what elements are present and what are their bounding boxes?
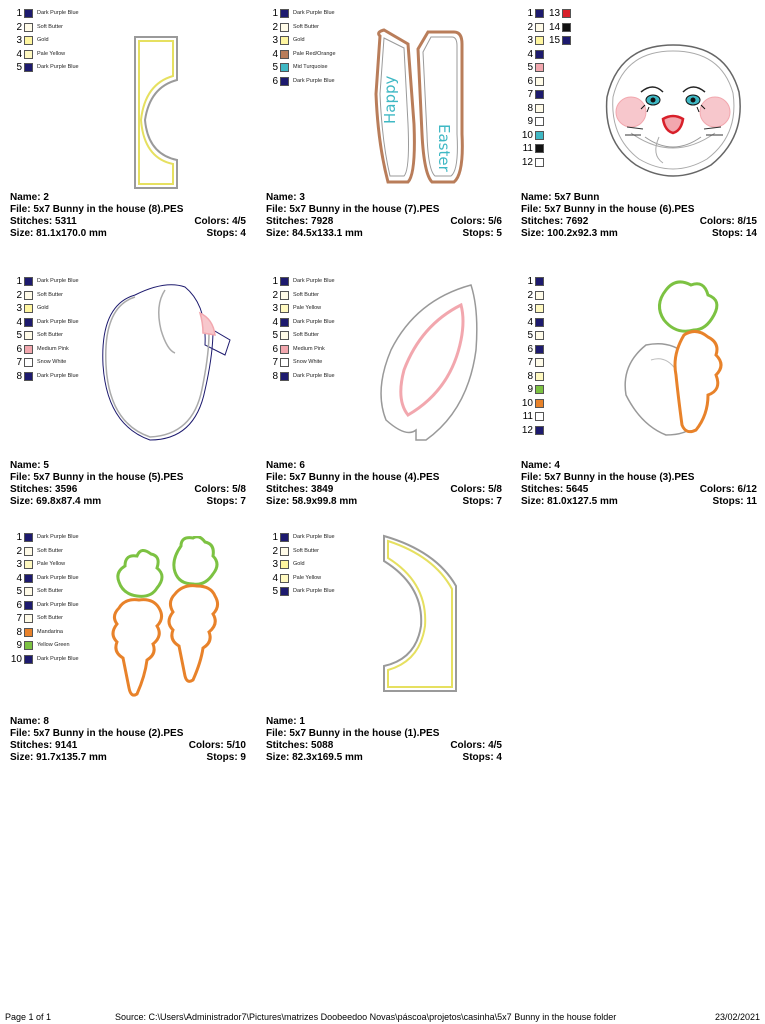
color-swatch — [24, 9, 33, 18]
color-number: 3 — [16, 303, 22, 314]
color-name: Soft Butter — [37, 332, 63, 338]
design-stops: Stops: 4 — [206, 228, 246, 239]
color-name: Dark Purple Blue — [37, 372, 79, 379]
color-swatch — [280, 574, 289, 583]
color-name: Dark Purple Blue — [293, 534, 335, 540]
design-preview — [376, 280, 486, 445]
design-file: File: 5x7 Bunny in the house (4).PES — [266, 472, 440, 483]
design-stops: Stops: 7 — [462, 496, 502, 507]
color-number: 13 — [549, 8, 561, 19]
color-number: 3 — [16, 559, 22, 570]
design-size: Size: 58.9x99.8 mm — [266, 496, 358, 507]
color-name: Dark Purple Blue — [293, 588, 335, 594]
design-card-name-8 — [10, 531, 246, 786]
color-number: 2 — [527, 21, 533, 33]
color-swatch — [535, 104, 544, 113]
design-stitches: Stitches: 9141 — [10, 740, 78, 751]
color-number: 4 — [527, 48, 533, 60]
color-number: 6 — [272, 343, 278, 355]
color-number: 5 — [16, 586, 22, 597]
ear-left-text: Happy — [381, 75, 399, 124]
color-swatch — [280, 63, 289, 72]
color-name: Dark Purple Blue — [293, 372, 335, 379]
design-stops: Stops: 11 — [712, 496, 757, 507]
design-stitches: Stitches: 5088 — [266, 740, 334, 751]
color-swatch — [280, 587, 289, 596]
color-number: 9 — [527, 116, 533, 127]
color-name: Snow White — [37, 359, 67, 365]
color-swatch — [24, 641, 33, 650]
design-name: Name: 1 — [266, 716, 305, 727]
color-number: 5 — [272, 330, 278, 341]
color-name: Dark Purple Blue — [293, 278, 335, 284]
color-number: 9 — [16, 640, 22, 651]
color-swatch — [535, 131, 544, 140]
color-swatch — [280, 547, 289, 556]
color-number: 1 — [16, 8, 22, 19]
color-number: 5 — [16, 330, 22, 341]
design-preview — [95, 275, 235, 445]
design-stitches: Stitches: 3596 — [10, 484, 78, 495]
color-swatch — [24, 614, 33, 623]
design-file: File: 5x7 Bunny in the house (6).PES — [521, 204, 695, 215]
color-number: 7 — [16, 613, 22, 624]
page-footer — [5, 1012, 760, 1024]
color-name: Gold — [293, 561, 305, 567]
color-swatch — [535, 50, 544, 59]
color-swatch — [24, 628, 33, 637]
design-colors-count: Colors: 4/5 — [450, 740, 502, 751]
color-name: Dark Purple Blue — [37, 574, 79, 581]
design-colors-count: Colors: 5/8 — [194, 484, 246, 495]
design-info — [10, 192, 246, 240]
color-number: 10 — [521, 129, 533, 141]
color-name: Soft Butter — [293, 547, 319, 554]
color-swatch — [280, 291, 289, 300]
color-number: 1 — [272, 532, 278, 543]
design-info — [266, 460, 502, 508]
color-swatch — [24, 372, 33, 381]
design-colors-count: Colors: 5/10 — [188, 740, 246, 751]
color-number: 6 — [16, 343, 22, 355]
color-swatch — [24, 291, 33, 300]
color-name: Yellow Green — [37, 642, 70, 648]
color-swatch — [280, 358, 289, 367]
color-number: 1 — [272, 276, 278, 287]
color-name: Dark Purple Blue — [293, 318, 335, 325]
color-number: 4 — [16, 48, 22, 60]
color-name: Dark Purple Blue — [37, 655, 79, 662]
design-size: Size: 81.1x170.0 mm — [10, 228, 107, 239]
color-swatch — [280, 77, 289, 86]
color-swatch — [280, 9, 289, 18]
design-size: Size: 84.5x133.1 mm — [266, 228, 363, 239]
color-swatch — [535, 331, 544, 340]
design-info — [10, 716, 246, 764]
color-swatch — [280, 560, 289, 569]
color-number: 5 — [527, 330, 533, 341]
design-card-name-3 — [266, 7, 502, 262]
color-number: 1 — [527, 8, 533, 19]
color-number: 5 — [16, 62, 22, 73]
color-name: Soft Butter — [37, 547, 63, 554]
color-number: 3 — [272, 559, 278, 570]
color-number: 8 — [16, 370, 22, 382]
color-swatch — [280, 23, 289, 32]
color-name: Soft Butter — [293, 23, 319, 30]
design-file: File: 5x7 Bunny in the house (5).PES — [10, 472, 184, 483]
color-name: Mid Turquoise — [293, 64, 328, 70]
color-swatch — [535, 358, 544, 367]
color-number: 8 — [16, 626, 22, 638]
color-swatch — [280, 345, 289, 354]
color-swatch — [535, 63, 544, 72]
color-name: Pale Yellow — [37, 561, 66, 567]
color-swatch — [24, 318, 33, 327]
color-name: Gold — [37, 37, 49, 43]
color-swatch — [535, 291, 544, 300]
color-number: 2 — [272, 289, 278, 301]
color-name: Pale Red/Orange — [293, 50, 336, 57]
color-number: 14 — [549, 21, 561, 33]
color-swatch — [280, 331, 289, 340]
color-swatch — [280, 533, 289, 542]
design-name: Name: 2 — [10, 192, 49, 203]
color-number: 1 — [16, 276, 22, 287]
design-card-name-5 — [10, 275, 246, 530]
design-stitches: Stitches: 5311 — [10, 216, 77, 227]
color-number: 11 — [522, 411, 533, 422]
color-swatch — [535, 399, 544, 408]
color-number: 6 — [16, 599, 22, 611]
design-stops: Stops: 14 — [711, 228, 757, 239]
color-swatch — [535, 372, 544, 381]
color-number: 3 — [272, 303, 278, 314]
color-swatch — [535, 77, 544, 86]
color-number: 5 — [527, 62, 533, 73]
color-swatch — [535, 385, 544, 394]
color-swatch — [24, 560, 33, 569]
color-number: 8 — [527, 102, 533, 114]
color-swatch — [535, 318, 544, 327]
design-name: Name: 5 — [10, 460, 49, 471]
design-preview — [616, 275, 736, 440]
design-name: Name: 8 — [10, 716, 49, 727]
design-stops: Stops: 9 — [206, 752, 246, 763]
design-file: File: 5x7 Bunny in the house (3).PES — [521, 472, 695, 483]
color-swatch — [24, 587, 33, 596]
color-number: 4 — [16, 316, 22, 328]
color-name: Pale Yellow — [293, 574, 322, 581]
design-info — [266, 716, 502, 764]
color-number: 4 — [272, 572, 278, 584]
color-swatch — [280, 36, 289, 45]
color-swatch — [280, 277, 289, 286]
color-swatch — [24, 574, 33, 583]
color-number: 4 — [272, 48, 278, 60]
color-swatch — [535, 304, 544, 313]
design-colors-count: Colors: 5/6 — [450, 216, 502, 227]
design-stitches: Stitches: 7692 — [521, 216, 589, 227]
design-colors-count: Colors: 4/5 — [194, 216, 246, 227]
color-swatch — [535, 144, 544, 153]
color-number: 2 — [272, 21, 278, 33]
color-number: 2 — [16, 545, 22, 557]
design-preview — [105, 536, 235, 701]
design-name: Name: 3 — [266, 192, 305, 203]
page-number: Page 1 of 1 — [5, 1012, 52, 1022]
design-stops: Stops: 5 — [462, 228, 502, 239]
color-number: 5 — [272, 62, 278, 73]
design-file: File: 5x7 Bunny in the house (1).PES — [266, 728, 440, 739]
color-name: Dark Purple Blue — [293, 77, 335, 84]
design-size: Size: 69.8x87.4 mm — [10, 496, 102, 507]
design-card-bunny-face — [521, 7, 757, 262]
color-number: 2 — [16, 289, 22, 301]
design-name: Name: 4 — [521, 460, 560, 471]
color-swatch — [562, 36, 571, 45]
color-number: 7 — [527, 89, 533, 100]
source-path: Source: C:\Users\Administrador7\Pictures\matrizes Doobeedoo Novas\páscoa\projetos\casinha\5x7 Bunny in the house folder — [115, 1012, 617, 1022]
color-number: 15 — [549, 35, 561, 46]
color-swatch — [535, 9, 544, 18]
design-colors-count: Colors: 8/15 — [699, 216, 757, 227]
ear-right-text: Easter — [435, 124, 453, 172]
color-number: 4 — [16, 572, 22, 584]
color-number: 10 — [10, 653, 22, 665]
color-name: Dark Purple Blue — [37, 534, 79, 540]
color-number: 1 — [272, 8, 278, 19]
design-size: Size: 100.2x92.3 mm — [521, 228, 618, 239]
color-swatch — [24, 331, 33, 340]
color-number: 3 — [527, 35, 533, 46]
design-size: Size: 91.7x135.7 mm — [10, 752, 107, 763]
design-stitches: Stitches: 3849 — [266, 484, 334, 495]
color-swatch — [535, 36, 544, 45]
color-name: Pale Yellow — [293, 305, 322, 311]
color-number: 7 — [16, 357, 22, 368]
color-number: 10 — [521, 397, 533, 409]
color-swatch — [24, 23, 33, 32]
color-swatch — [24, 601, 33, 610]
color-number: 2 — [16, 21, 22, 33]
design-name: Name: 6 — [266, 460, 305, 471]
design-info — [10, 460, 246, 508]
design-size: Size: 82.3x169.5 mm — [266, 752, 363, 763]
color-name: Pale Yellow — [37, 50, 66, 57]
design-card-name-2 — [10, 7, 246, 262]
color-swatch — [535, 90, 544, 99]
design-info — [266, 192, 502, 240]
color-number: 6 — [527, 343, 533, 355]
color-number: 6 — [272, 75, 278, 87]
color-swatch — [24, 277, 33, 286]
color-number: 12 — [521, 156, 533, 168]
color-name: Soft Butter — [37, 23, 63, 30]
color-number: 8 — [272, 370, 278, 382]
color-name: Gold — [37, 305, 49, 311]
color-number: 3 — [527, 303, 533, 314]
color-name: Snow White — [293, 359, 323, 365]
design-name: Name: 5x7 Bunn — [521, 192, 600, 203]
design-colors-count: Colors: 5/8 — [450, 484, 502, 495]
color-swatch — [24, 50, 33, 59]
color-name: Medium Pink — [293, 345, 325, 352]
color-swatch — [24, 36, 33, 45]
color-number: 9 — [527, 384, 533, 395]
color-swatch — [280, 50, 289, 59]
color-swatch — [535, 117, 544, 126]
design-info — [521, 460, 757, 508]
color-number: 4 — [527, 316, 533, 328]
color-number: 1 — [16, 532, 22, 543]
design-colors-count: Colors: 6/12 — [699, 484, 757, 495]
design-file: File: 5x7 Bunny in the house (2).PES — [10, 728, 184, 739]
color-name: Dark Purple Blue — [293, 10, 335, 16]
design-preview — [601, 37, 746, 182]
design-stops: Stops: 4 — [462, 752, 502, 763]
design-card-name-4 — [521, 275, 757, 530]
color-name: Soft Butter — [293, 291, 319, 298]
print-date: 23/02/2021 — [714, 1012, 760, 1022]
color-name: Dark Purple Blue — [37, 601, 79, 608]
color-name: Soft Butter — [37, 588, 63, 594]
color-number: 5 — [272, 586, 278, 597]
color-number: 1 — [527, 276, 533, 287]
color-swatch — [24, 358, 33, 367]
color-swatch — [24, 533, 33, 542]
color-swatch — [535, 426, 544, 435]
color-swatch — [535, 277, 544, 286]
design-preview — [115, 32, 235, 192]
color-name: Dark Purple Blue — [37, 64, 79, 70]
design-preview — [376, 531, 486, 701]
color-number: 4 — [272, 316, 278, 328]
color-number: 8 — [527, 370, 533, 382]
color-name: Dark Purple Blue — [37, 10, 79, 16]
design-card-name-6 — [266, 275, 502, 530]
color-swatch — [562, 23, 571, 32]
design-stitches: Stitches: 7928 — [266, 216, 334, 227]
color-name: Soft Butter — [293, 332, 319, 338]
design-file: File: 5x7 Bunny in the house (8).PES — [10, 204, 184, 215]
color-number: 3 — [16, 35, 22, 46]
color-swatch — [280, 304, 289, 313]
color-name: Dark Purple Blue — [37, 278, 79, 284]
color-swatch — [280, 318, 289, 327]
color-name: Soft Butter — [37, 615, 63, 621]
color-name: Soft Butter — [37, 291, 63, 298]
color-swatch — [24, 304, 33, 313]
color-number: 6 — [527, 75, 533, 87]
design-stitches: Stitches: 5645 — [521, 484, 589, 495]
design-file: File: 5x7 Bunny in the house (7).PES — [266, 204, 440, 215]
design-card-name-1 — [266, 531, 502, 786]
color-swatch — [280, 372, 289, 381]
color-swatch — [562, 9, 571, 18]
color-number: 7 — [527, 357, 533, 368]
color-number: 7 — [272, 357, 278, 368]
color-swatch — [535, 345, 544, 354]
color-swatch — [535, 158, 544, 167]
color-swatch — [535, 23, 544, 32]
color-swatch — [24, 547, 33, 556]
color-number: 3 — [272, 35, 278, 46]
color-swatch — [535, 412, 544, 421]
color-name: Gold — [293, 37, 305, 43]
design-size: Size: 81.0x127.5 mm — [521, 496, 618, 507]
color-number: 2 — [272, 545, 278, 557]
color-swatch — [24, 655, 33, 664]
design-stops: Stops: 7 — [206, 496, 246, 507]
color-name: Dark Purple Blue — [37, 318, 79, 325]
color-number: 12 — [521, 424, 533, 436]
color-swatch — [24, 63, 33, 72]
design-info — [521, 192, 757, 240]
color-swatch — [24, 345, 33, 354]
color-number: 11 — [522, 143, 533, 154]
color-number: 2 — [527, 289, 533, 301]
design-preview — [366, 24, 476, 189]
color-name: Mandarina — [37, 628, 63, 635]
color-name: Medium Pink — [37, 345, 69, 352]
